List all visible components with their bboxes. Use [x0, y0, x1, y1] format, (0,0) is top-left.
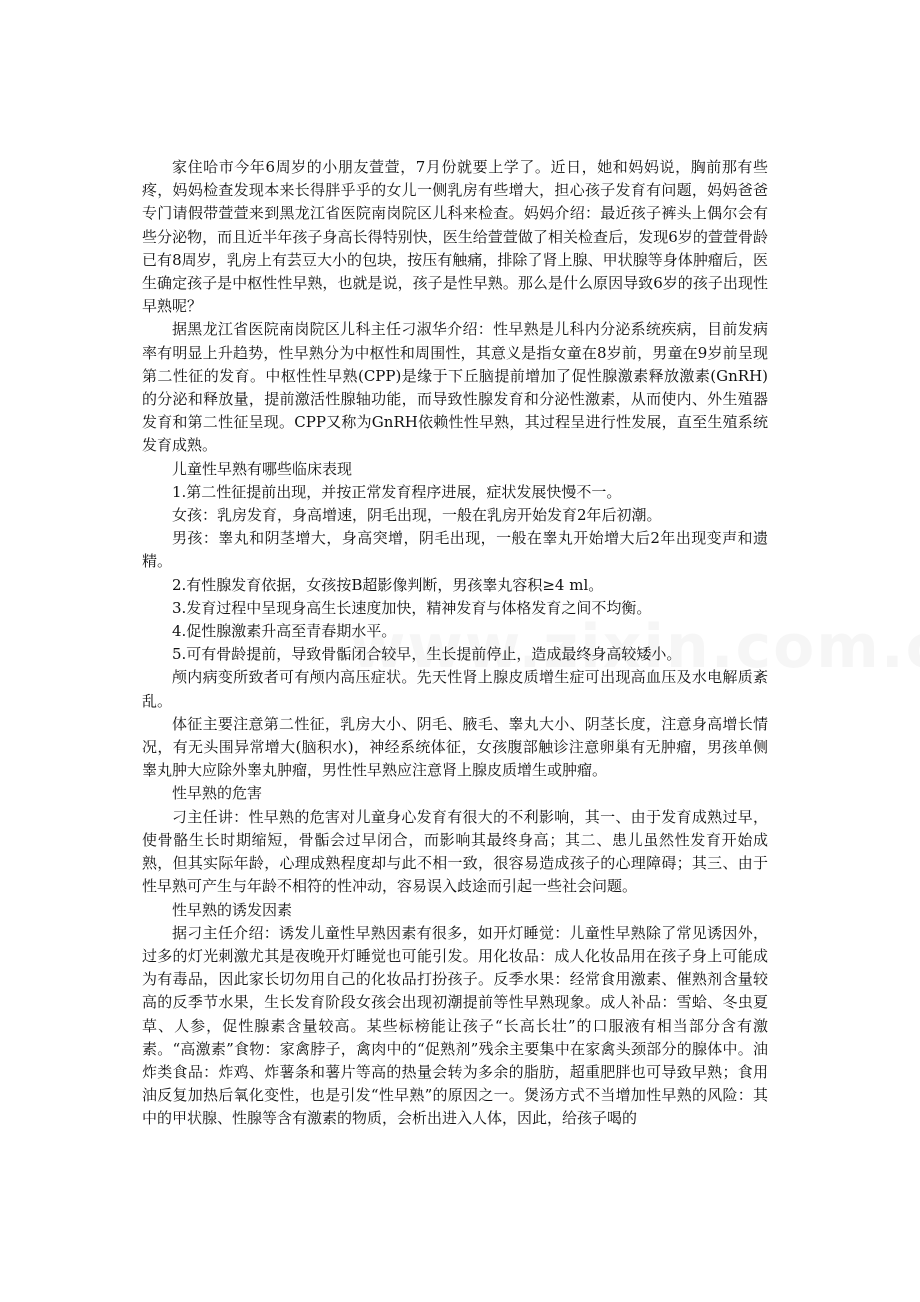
paragraph-boys: 男孩：睾丸和阴茎增大，身高突增，阴毛出现，一般在睾丸开始增大后2年出现变声和遗精。 — [142, 529, 768, 571]
heading-clinical-signs: 儿童性早熟有哪些临床表现 — [172, 459, 353, 478]
paragraph-harms: 刁主任讲：性早熟的危害对儿童身心发育有很大的不利影响，其一、由于发育成熟过早，使骨骼生长时期缩短，骨骺会过早闭合，而影响其最终身高；其二、患儿虽然性发育开始成熟，但其实际年龄，心理成熟程度却与此不相一致，很容易造成孩子的心理障碍；其三、由于性早熟可产生与年龄不相符的性冲动，容易误入歧途而引起一些社会问题。 — [142, 807, 768, 896]
document-body — [142, 156, 768, 1131]
heading-causes: 性早熟的诱发因素 — [172, 900, 293, 919]
list-item-5: 5.可有骨龄提前，导致骨骺闭合较早，生长提前停止，造成最终身高较矮小。 — [172, 645, 682, 664]
paragraph-intro-story: 家住哈市今年6周岁的小朋友萱萱，7月份就要上学了。近日，她和妈妈说，胸前那有些疼，妈妈检查发现本来长得胖乎乎的女儿一侧乳房有些增大，担心孩子发育有问题，妈妈爸爸专门请假带萱萱来到黑龙江省医院南岗院区儿科来检查。妈妈介绍：最近孩子裤头上偶尔会有些分泌物，而且近半年孩子身高长得特别快，医生给萱萱做了相关检查后，发现6岁的萱萱骨龄已有8周岁，乳房上有芸豆大小的包块，按压有触痛，排除了肾上腺、甲状腺等身体肿瘤后，医生确定孩子是中枢性性早熟，也就是说，孩子是性早熟。那么是什么原因导致6岁的孩子出现性早熟呢？ — [142, 158, 768, 316]
list-item-1: 1.第二性征提前出现，并按正常发育程序进展，症状发展快慢不一。 — [172, 482, 622, 501]
list-item-2: 2.有性腺发育依据，女孩按B超影像判断，男孩睾丸容积≥4 ml。 — [172, 575, 604, 594]
heading-harms: 性早熟的危害 — [172, 784, 263, 803]
list-item-4: 4.促性腺激素升高至青春期水平。 — [172, 622, 397, 641]
paragraph-intracranial: 颅内病变所致者可有颅内高压症状。先天性肾上腺皮质增生症可出现高血压及水电解质紊乱。 — [142, 668, 768, 710]
list-item-3: 3.发育过程中呈现身高生长速度加快，精神发育与体格发育之间不均衡。 — [172, 598, 652, 617]
paragraph-causes: 据刁主任介绍：诱发儿童性早熟因素有很多，如开灯睡觉：儿童性早熟除了常见诱因外，过多的灯光刺激尤其是夜晚开灯睡觉也可能引发。用化妆品：成人化妆品用在孩子身上可能成为有毒品，因此家长切勿用自己的化妆品打扮孩子。反季水果：经常食用激素、催熟剂含量较高的反季节水果，生长发育阶段女孩会出现初潮提前等性早熟现象。成人补品：雪蛤、冬虫夏草、人参，促性腺素含量较高。某些标榜能让孩子“长高长壮”的口服液有相当部分含有激素。“高激素”食物：家禽脖子，禽肉中的“促熟剂”残余主要集中在家禽头颈部分的腺体中。油炸类食品：炸鸡、炸薯条和薯片等高的热量会转为多余的脂肪，超重肥胖也可导致早熟；食用油反复加热后氧化变性，也是引发“性早熟”的原因之一。煲汤方式不当增加性早熟的风险：其中的甲状腺、性腺等含有激素的物质，会析出进入人体，因此，给孩子喝的 — [142, 923, 768, 1128]
paragraph-expert-intro: 据黑龙江省医院南岗院区儿科主任刁淑华介绍：性早熟是儿科内分泌系统疾病，目前发病率有明显上升趋势，性早熟分为中枢性和周围性，其意义是指女童在8岁前，男童在9岁前呈现第二性征的发育。中枢性性早熟(CPP)是缘于下丘脑提前增加了促性腺激素释放激素(GnRH)的分泌和释放量，提前激活性腺轴功能，而导致性腺发育和分泌性激素，从而使内、外生殖器发育和第二性征呈现。CPP又称为GnRH依赖性性早熟，其过程呈进行性发展，直至生殖系统发育成熟。 — [142, 320, 768, 455]
paragraph-girls: 女孩：乳房发育，身高增速，阴毛出现，一般在乳房开始发育2年后初潮。 — [172, 506, 662, 525]
paragraph-physical-signs: 体征主要注意第二性征，乳房大小、阴毛、腋毛、睾丸大小、阴茎长度，注意身高增长情况，有无头围异常增大(脑积水)，神经系统体征，女孩腹部触诊注意卵巢有无肿瘤，男孩单侧睾丸肿大应除外睾丸肿瘤，男性性早熟应注意肾上腺皮质增生或肿瘤。 — [142, 714, 768, 780]
